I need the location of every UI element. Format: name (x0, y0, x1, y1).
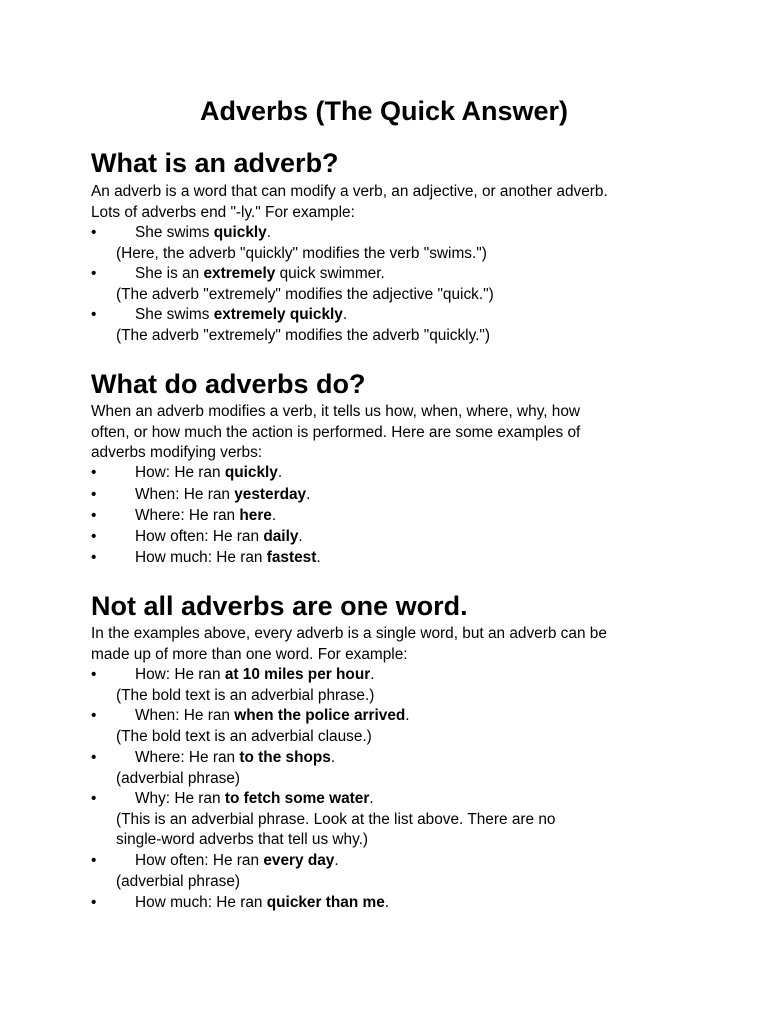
item-text: Where: He ran (135, 507, 240, 524)
item-adverb: to fetch some water (224, 790, 370, 807)
item-text-end: . (298, 528, 303, 545)
intro-line: An adverb is a word that can modify a verb, an adjective, or another adverb. (91, 183, 608, 200)
bullet-marker: • (91, 790, 97, 807)
item-adverb: quickly (224, 464, 278, 481)
item-note: (The bold text is an adverbial phrase.) (116, 686, 375, 704)
item-adverb: when the police arrived (234, 707, 406, 724)
bullet-marker: • (91, 749, 97, 766)
item-text: How often: He ran (135, 852, 264, 869)
item-adverb: here (239, 507, 272, 524)
item-note: (The adverb "extremely" modifies the adjective "quick.") (116, 285, 494, 303)
bullet-marker: • (91, 549, 97, 566)
item-text: She is an (135, 265, 204, 282)
item-text-end: . (405, 707, 410, 724)
bullet-marker: • (91, 852, 97, 869)
item-note: (The adverb "extremely" modifies the adverb "quickly.") (116, 326, 490, 344)
list-item-text (135, 463, 282, 484)
item-text-end: . (369, 790, 374, 807)
list-item-text (135, 506, 276, 527)
list-item-text (135, 527, 303, 548)
item-text: How much: He ran (135, 894, 267, 911)
bullet-marker: • (91, 507, 97, 524)
list-item-text (135, 789, 374, 810)
bullet-marker: • (91, 265, 97, 282)
item-text-end: . (370, 666, 375, 683)
section-intro (91, 402, 691, 464)
bullet-marker: • (91, 894, 97, 911)
item-text-end: . (342, 306, 348, 323)
item-text: How: He ran (135, 666, 225, 683)
item-text: When: He ran (135, 486, 235, 503)
list-item-text (135, 851, 339, 872)
list-item-text (135, 706, 410, 727)
bullet-marker: • (91, 224, 97, 241)
document-title: Adverbs (The Quick Answer) (199, 96, 569, 126)
item-note: (This is an adverbial phrase. Look at the list above. There are no (116, 810, 556, 828)
item-text-end: . (384, 894, 390, 911)
item-note: (adverbial phrase) (116, 769, 241, 787)
item-text: Why: He ran (135, 790, 225, 807)
item-text: Where: He ran (135, 749, 240, 766)
item-note: (Here, the adverb "quickly" modifies the verb "swims.") (116, 244, 487, 262)
intro-line: often, or how much the action is performed. Here are some examples of (91, 423, 581, 441)
list-item-text (135, 748, 335, 769)
item-text: She swims (135, 224, 214, 241)
item-text: She swims (135, 306, 214, 323)
item-text: How often: He ran (135, 528, 264, 545)
list-item-text (135, 305, 347, 326)
item-adverb: fastest (266, 549, 317, 566)
item-adverb: extremely quickly (213, 306, 343, 323)
item-note: single-word adverbs that tell us why.) (116, 831, 369, 849)
item-note: (The bold text is an adverbial clause.) (116, 727, 372, 745)
item-note: (adverbial phrase) (116, 872, 241, 890)
item-text: How much: He ran (135, 549, 267, 566)
list-item-text (135, 548, 321, 569)
item-text-end: . (277, 464, 283, 481)
item-text-end: . (330, 749, 336, 766)
item-text-end: . (334, 852, 339, 869)
list-item-text (135, 893, 389, 914)
item-text-end: quick swimmer. (275, 265, 385, 282)
section-intro (91, 624, 691, 665)
intro-line: adverbs modifying verbs: (91, 444, 263, 462)
item-text: When: He ran (135, 707, 235, 724)
list-item-text (135, 264, 385, 285)
item-adverb: every day (263, 852, 335, 869)
intro-line: When an adverb modifies a verb, it tells us how, when, where, why, how (91, 403, 581, 420)
bullet-marker: • (91, 306, 97, 323)
item-text-end: . (266, 224, 272, 241)
bullet-marker: • (91, 528, 97, 545)
item-adverb: quickly (213, 224, 267, 241)
list-item-text (135, 665, 375, 686)
section-heading: What is an adverb? (91, 148, 339, 178)
list-item-text (135, 485, 310, 506)
intro-line: Lots of adverbs end "-ly." For example: (91, 203, 355, 221)
item-adverb: quicker than me (266, 894, 385, 911)
section-intro (91, 182, 691, 223)
bullet-marker: • (91, 464, 97, 481)
bullet-marker: • (91, 666, 97, 683)
section-heading: What do adverbs do? (91, 369, 366, 399)
intro-line: In the examples above, every adverb is a single word, but an adverb can be (91, 625, 607, 642)
item-text-end: . (316, 549, 321, 566)
section-heading: Not all adverbs are one word. (91, 591, 468, 621)
item-adverb: daily (263, 528, 299, 545)
bullet-marker: • (91, 707, 97, 724)
item-adverb: yesterday (234, 486, 307, 503)
item-adverb: at 10 miles per hour (224, 666, 371, 683)
intro-line: made up of more than one word. For example: (91, 645, 408, 663)
item-text-end: . (306, 486, 311, 503)
item-adverb: extremely (203, 265, 276, 282)
list-item-text (135, 223, 271, 244)
bullet-marker: • (91, 486, 97, 503)
item-adverb: to the shops (239, 749, 331, 766)
item-text: How: He ran (135, 464, 225, 481)
item-text-end: . (271, 507, 277, 524)
